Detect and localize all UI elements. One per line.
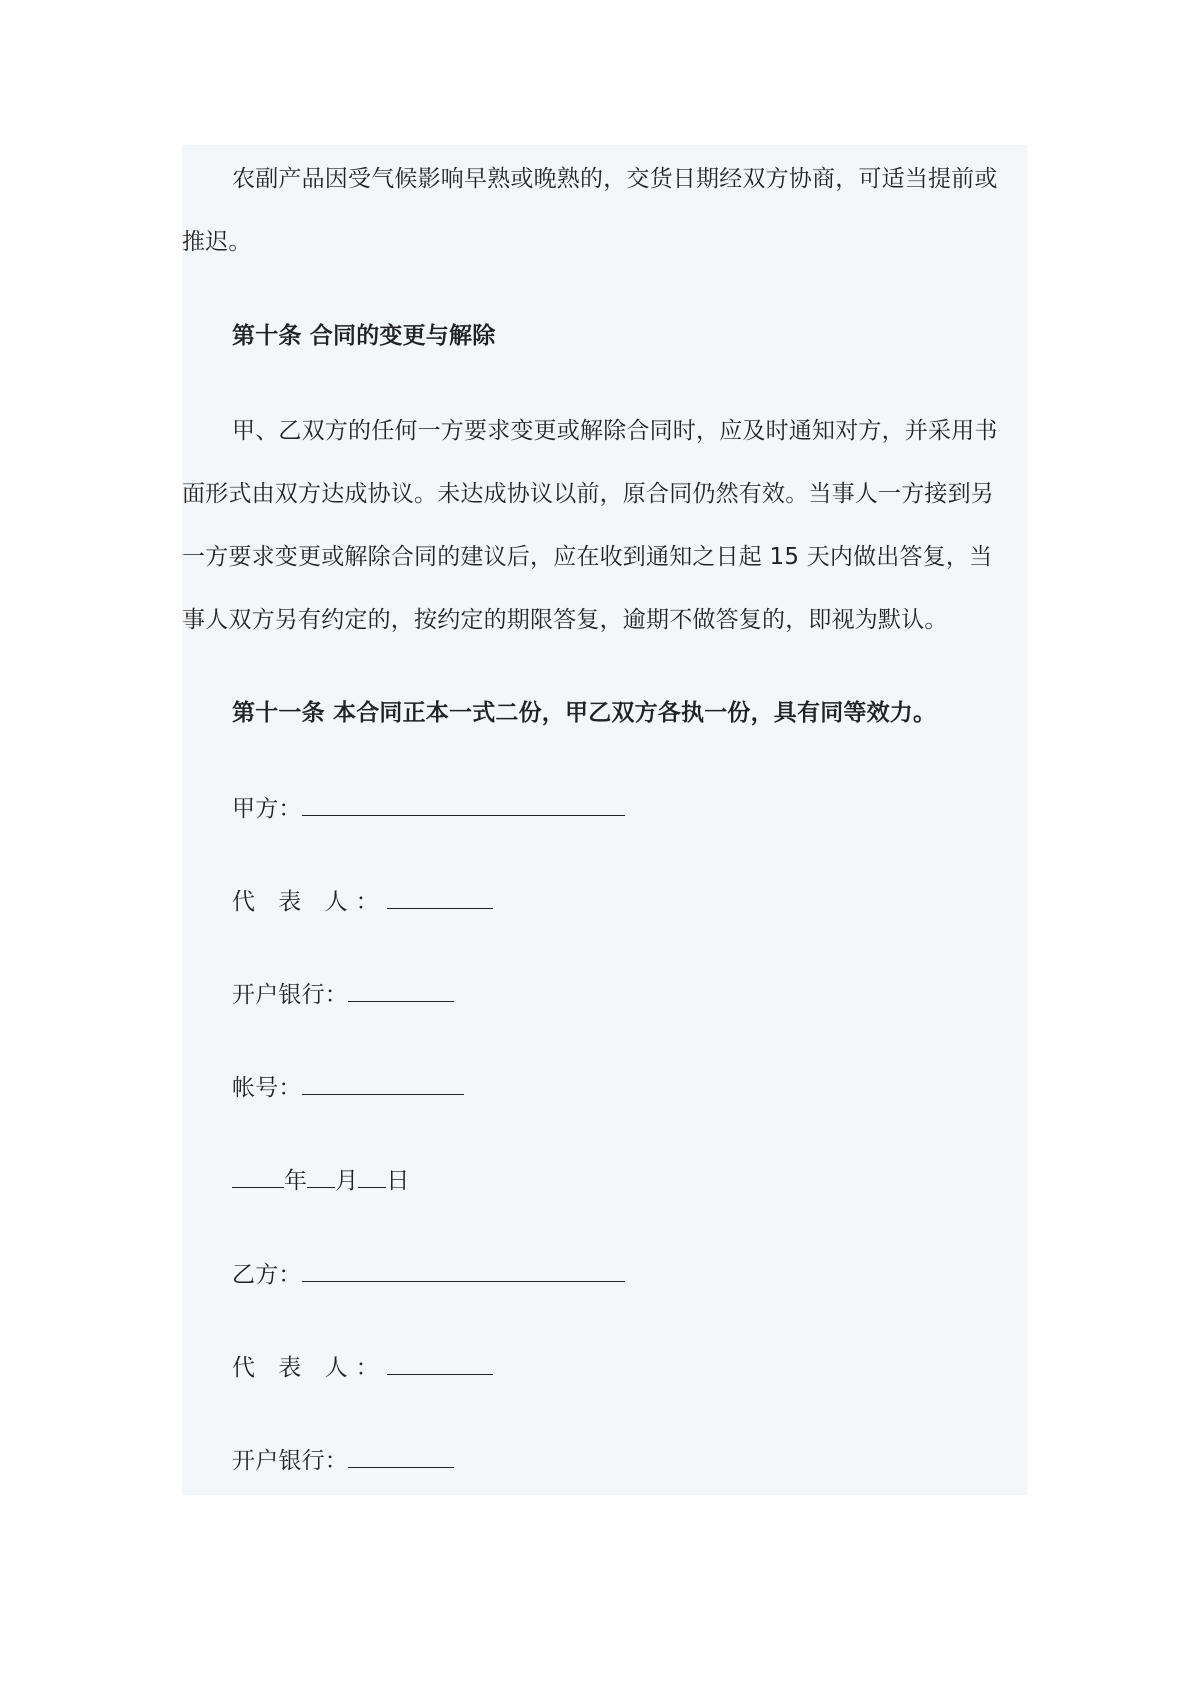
party-b-bank-label: 开户银行： <box>232 1448 348 1474</box>
party-b-representative-label: 代 表 人： <box>232 1355 387 1381</box>
party-a-year-blank[interactable] <box>232 1163 284 1188</box>
article-10-line-4: 事人双方另有约定的，按约定的期限答复，逾期不做答复的，即视为默认。 <box>182 607 948 633</box>
party-a-representative-blank[interactable] <box>387 884 493 909</box>
party-a-bank-blank[interactable] <box>348 977 454 1002</box>
party-a-day-label: 日 <box>386 1168 410 1194</box>
party-a-account-field <box>232 1070 464 1104</box>
delivery-paragraph-line-2: 推迟。 <box>182 229 252 255</box>
article-11-heading: 第十一条 本合同正本一式二份，甲乙双方各执一份，具有同等效力。 <box>232 700 937 726</box>
party-a-field <box>232 791 625 825</box>
party-b-bank-field <box>232 1443 454 1477</box>
article-10-line-1: 甲、乙双方的任何一方要求变更或解除合同时，应及时通知对方，并采用书 <box>232 418 998 444</box>
article-10-heading: 第十条 合同的变更与解除 <box>232 323 496 349</box>
party-a-account-blank[interactable] <box>302 1070 464 1095</box>
party-a-date-field <box>232 1163 410 1197</box>
party-b-bank-blank[interactable] <box>348 1443 454 1468</box>
party-a-blank[interactable] <box>302 791 625 816</box>
party-a-bank-field <box>232 977 454 1011</box>
party-a-bank-label: 开户银行： <box>232 982 348 1008</box>
party-b-label: 乙方： <box>232 1262 302 1288</box>
party-a-representative-field <box>232 884 493 918</box>
delivery-paragraph-line-1: 农副产品因受气候影响早熟或晚熟的，交货日期经双方协商，可适当提前或 <box>232 166 998 192</box>
party-a-month-blank[interactable] <box>307 1163 335 1188</box>
party-a-representative-label: 代 表 人： <box>232 889 387 915</box>
party-a-label: 甲方： <box>232 796 302 822</box>
party-b-representative-blank[interactable] <box>387 1350 493 1375</box>
party-b-field <box>232 1257 625 1291</box>
party-a-day-blank[interactable] <box>358 1163 386 1188</box>
party-a-year-label: 年 <box>284 1168 308 1194</box>
party-b-representative-field <box>232 1350 493 1384</box>
party-a-account-label: 帐号： <box>232 1075 302 1101</box>
party-a-month-label: 月 <box>335 1168 359 1194</box>
party-b-blank[interactable] <box>302 1257 625 1282</box>
article-10-line-3: 一方要求变更或解除合同的建议后，应在收到通知之日起 15 天内做出答复，当 <box>182 544 993 570</box>
article-10-line-2: 面形式由双方达成协议。未达成协议以前，原合同仍然有效。当事人一方接到另 <box>182 481 994 507</box>
